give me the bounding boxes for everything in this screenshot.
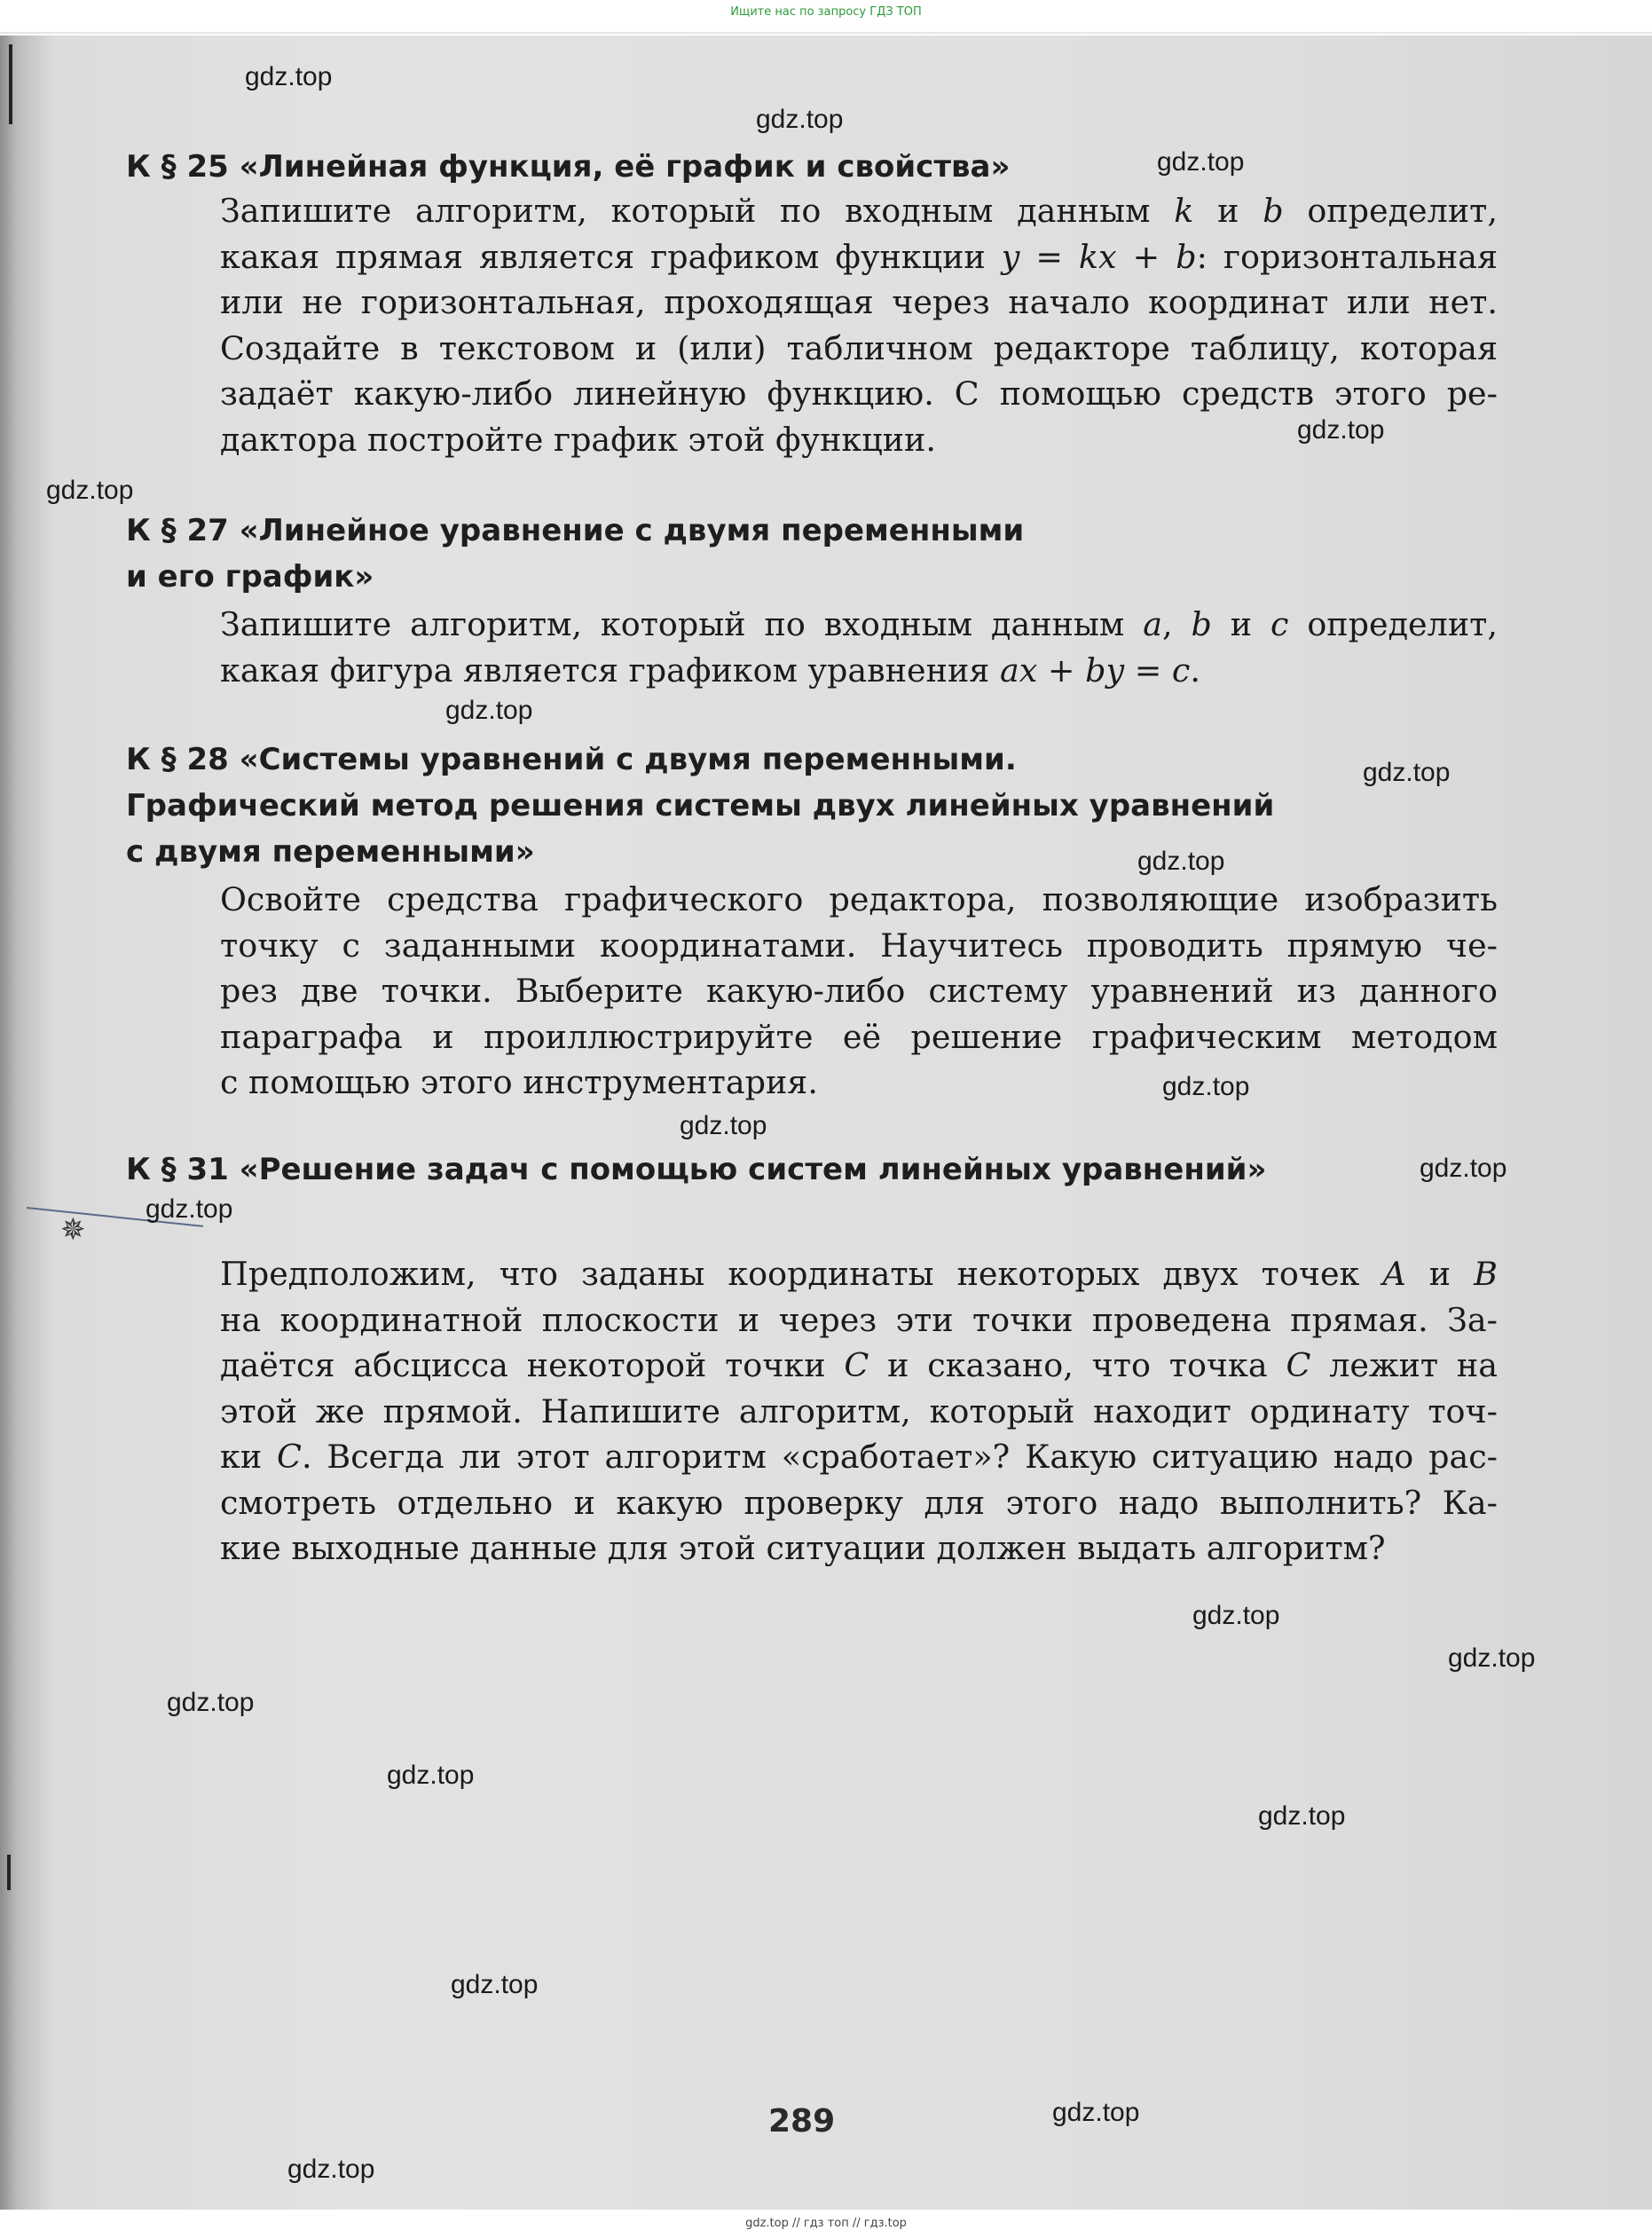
watermark: gdz.top (756, 105, 844, 134)
paragraph-line: Создайте в текстовом и (или) табличном редакторе таблицу, которая (220, 328, 1498, 367)
watermark: gdz.top (1258, 1801, 1346, 1831)
textbook-page (0, 35, 1652, 2210)
heading-section-28 (126, 737, 1274, 875)
paragraph-line: кие выходные данные для этой ситуации должен выдать алгоритм? (220, 1529, 1386, 1567)
watermark: gdz.top (1297, 415, 1385, 445)
paragraph-line: параграфа и проиллюстрируйте её решение графическим методом (220, 1017, 1498, 1056)
paragraph-line: этой же прямой. Напишите алгоритм, который находит ординату точ- (220, 1391, 1498, 1430)
watermark: gdz.top (46, 476, 134, 505)
star-icon: ✵ (60, 1212, 86, 1248)
spine-shadow (9, 44, 12, 124)
bottom-banner (0, 2210, 1652, 2238)
watermark: gdz.top (287, 2155, 375, 2184)
paragraph-line: Освойте средства графического редактора, позволяющие изобразить (220, 880, 1498, 918)
watermark: gdz.top (1157, 147, 1245, 177)
heading-section-31 (126, 1147, 1266, 1193)
paragraph-line: дактора постройте график этой функции. (220, 420, 936, 459)
spine-mark (7, 1855, 11, 1890)
heading-section-25 (126, 144, 1010, 190)
watermark: gdz.top (1192, 1601, 1280, 1630)
heading-line: с двумя переменными» (126, 834, 535, 870)
top-banner (0, 0, 1652, 34)
heading-line: К § 31 «Решение задач с помощью систем линейных уравнений» (126, 1152, 1267, 1187)
watermark: gdz.top (387, 1761, 475, 1790)
paragraph-line: даётся абсцисса некоторой точки C и сказано, что точка C лежит на (220, 1346, 1498, 1384)
paragraph-line: смотреть отдельно и какую проверку для этого надо выполнить? Ка- (220, 1483, 1498, 1522)
paragraph-line: или не горизонтальная, проходящая через начало координат или нет. (220, 283, 1498, 321)
paragraph-line: с помощью этого инструментария. (220, 1063, 818, 1101)
bottom-banner-text: gdz.top // гдз топ // гдз.top (745, 2217, 907, 2230)
paragraph-line: точку с заданными координатами. Научитесь проводить прямую че- (220, 926, 1498, 965)
watermark: gdz.top (445, 696, 533, 725)
watermark: gdz.top (245, 62, 333, 91)
heading-line: и его график» (126, 559, 374, 595)
watermark: gdz.top (1162, 1072, 1250, 1101)
heading-section-27 (126, 508, 1024, 600)
heading-line: К § 28 «Системы уравнений с двумя переменными. (126, 742, 1017, 777)
paragraph-line: какая фигура является графиком уравнения ax + by = c. (220, 650, 1200, 690)
paragraph-section-31 (220, 1251, 1498, 1572)
paragraph-line: задаёт какую-либо линейную функцию. С помощью средств этого ре- (220, 374, 1498, 413)
paragraph-section-28 (220, 877, 1498, 1106)
watermark: gdz.top (1363, 758, 1451, 787)
watermark: gdz.top (451, 1970, 539, 1999)
paragraph-line: Запишите алгоритм, который по входным данным a, b и c определит, (220, 605, 1498, 643)
watermark: gdz.top (680, 1111, 767, 1140)
paragraph-line: Запишите алгоритм, который по входным данным k и b определит, (220, 192, 1498, 230)
heading-line: К § 25 «Линейная функция, её график и свойства» (126, 149, 1011, 185)
paragraph-line: на координатной плоскости и через эти точки проведена прямая. За- (220, 1300, 1498, 1339)
watermark: gdz.top (1137, 847, 1225, 876)
watermark: gdz.top (1448, 1643, 1536, 1673)
watermark: gdz.top (1052, 2098, 1140, 2127)
paragraph-section-27 (220, 602, 1498, 693)
page-number: 289 (768, 2103, 836, 2139)
paragraph-line: какая прямая является графиком функции y = kx + b: горизонтальная (220, 237, 1498, 276)
paragraph-line: ки C. Всегда ли этот алгоритм «сработает»? Какую ситуацию надо рас- (220, 1438, 1498, 1476)
watermark: gdz.top (1420, 1154, 1507, 1183)
heading-line: К § 27 «Линейное уравнение с двумя переменными (126, 513, 1025, 548)
paragraph-line: Предположим, что заданы координаты некоторых двух точек A и B (220, 1255, 1498, 1293)
top-banner-text: Ищите нас по запросу ГДЗ ТОП (730, 5, 922, 19)
watermark: gdz.top (146, 1194, 233, 1224)
heading-line: Графический метод решения системы двух линейных уравнений (126, 788, 1275, 823)
paragraph-line: рез две точки. Выберите какую-либо систему уравнений из данного (220, 972, 1498, 1010)
watermark: gdz.top (167, 1688, 255, 1717)
